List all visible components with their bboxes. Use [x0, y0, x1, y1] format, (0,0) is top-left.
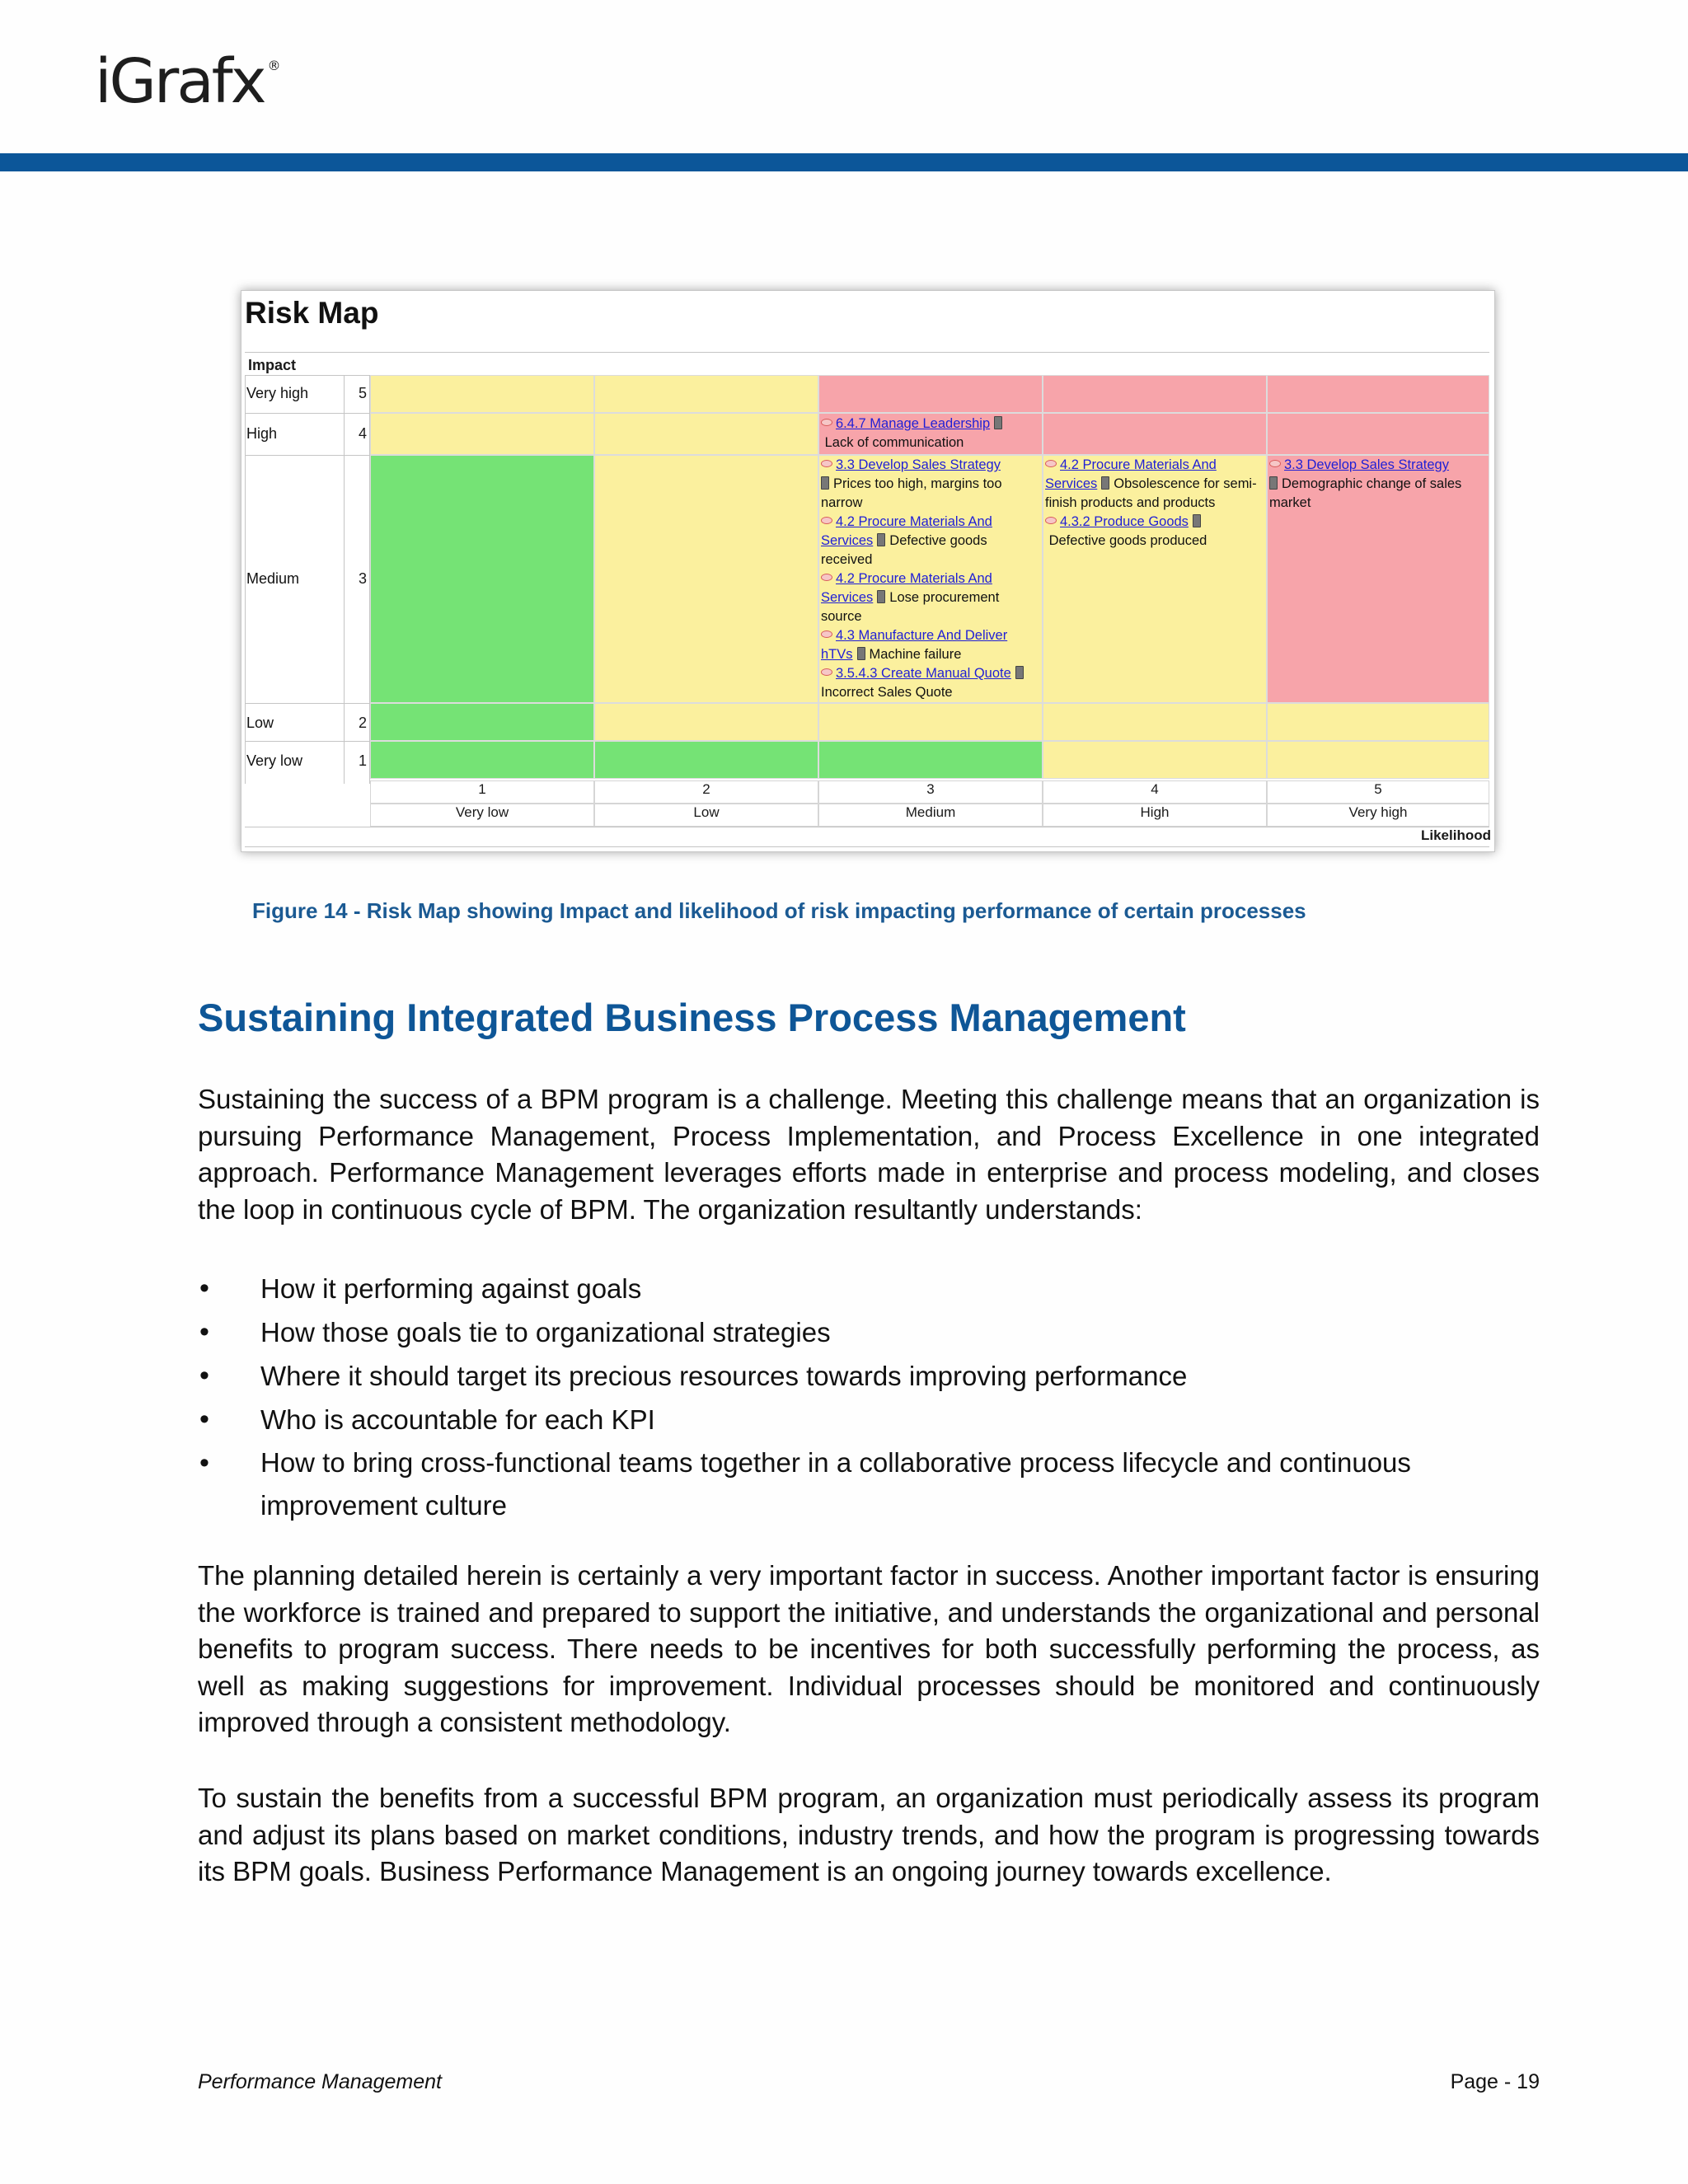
- likelihood-column-number: 1: [370, 780, 594, 804]
- process-link[interactable]: 4.2 Procure Materials And Services: [1045, 457, 1217, 491]
- risk-document-icon: [877, 533, 885, 546]
- likelihood-axis-label: Likelihood: [1421, 827, 1491, 843]
- likelihood-column-label: Low: [594, 804, 818, 827]
- risk-marker-icon: [821, 630, 832, 638]
- list-item: • Who is accountable for each KPI: [198, 1398, 1540, 1441]
- risk-marker-icon: [821, 460, 832, 467]
- risk-text: Defective goods received: [821, 533, 987, 567]
- process-link[interactable]: 4.3 Manufacture And Deliver hTVs: [821, 628, 1008, 662]
- risk-marker-icon: [821, 517, 832, 524]
- risk-cell: [1043, 455, 1267, 703]
- risk-document-icon: [1193, 514, 1201, 527]
- risk-cell: [594, 703, 818, 741]
- risk-marker-icon: [1045, 460, 1057, 467]
- risk-cell: [1043, 741, 1267, 779]
- process-link[interactable]: 4.2 Procure Materials And Services: [821, 571, 992, 605]
- risk-text: Defective goods produced: [1048, 533, 1207, 548]
- risk-cell: [370, 413, 594, 455]
- risk-cell: [594, 741, 818, 779]
- list-item: • How those goals tie to organizational strategies: [198, 1310, 1540, 1354]
- likelihood-column-label: Medium: [818, 804, 1043, 827]
- risk-map-title: Risk Map: [245, 296, 379, 330]
- risk-text: Prices too high, margins too narrow: [821, 476, 1002, 510]
- impact-row-label: Low: [246, 715, 274, 731]
- risk-document-icon: [1015, 666, 1024, 679]
- list-item: • How it performing against goals: [198, 1267, 1540, 1310]
- risk-text: Lack of communication: [824, 435, 964, 450]
- risk-document-icon: [994, 416, 1002, 429]
- risk-cell: [1043, 703, 1267, 741]
- risk-text: Lose procurement source: [821, 590, 1000, 624]
- risk-document-icon: [821, 476, 829, 490]
- risk-cell: [1267, 413, 1489, 455]
- risk-cell: [594, 375, 818, 413]
- impact-row-number: 3: [358, 570, 367, 587]
- risk-marker-icon: [1045, 517, 1057, 524]
- body-paragraph: To sustain the benefits from a successful BPM program, an organization must periodically assess its program and adjust its plans based on market conditions, industry trends, and how the program is progressing towards its BPM goals. Business Performance Management is an ongoing journey towards excellence.: [198, 1783, 1540, 1886]
- risk-cell: [1267, 375, 1489, 413]
- risk-text: Machine failure: [869, 647, 962, 662]
- risk-document-icon: [877, 590, 885, 603]
- impact-row-label: Very high: [246, 385, 309, 401]
- impact-row-label: Medium: [246, 570, 300, 587]
- risk-cell: [370, 375, 594, 413]
- risk-cell: [818, 741, 1043, 779]
- figure-caption: Figure 14 - Risk Map showing Impact and likelihood of risk impacting performance of certain processes: [252, 898, 1306, 923]
- risk-marker-icon: [821, 419, 832, 426]
- list-item: • Where it should target its precious resources towards improving performance: [198, 1354, 1540, 1398]
- process-link[interactable]: 3.3 Develop Sales Strategy: [1284, 457, 1449, 472]
- likelihood-column-label: Very low: [370, 804, 594, 827]
- footer-title: Performance Management: [198, 2070, 442, 2093]
- impact-row-label: High: [246, 425, 278, 442]
- likelihood-column-number: 4: [1043, 780, 1267, 804]
- body-paragraph: Sustaining the success of a BPM program is a challenge. Meeting this challenge means that an organization is pursuing Performance Management, Process Implementation, and Process Excellence in one integrated approach. Performance Management leverages efforts made in enterprise and process modeling, and closes the loop in continuous cycle of BPM. The organization resultantly understands:: [198, 1084, 1540, 1225]
- likelihood-column-number: 3: [818, 780, 1043, 804]
- likelihood-column-number: 5: [1267, 780, 1489, 804]
- risk-text: Demographic change of sales market: [1269, 476, 1462, 510]
- likelihood-column-label: High: [1043, 804, 1267, 827]
- risk-marker-icon: [821, 668, 832, 676]
- impact-row-number: 5: [358, 385, 367, 401]
- process-link[interactable]: 3.5.4.3 Create Manual Quote: [836, 666, 1011, 681]
- risk-cell: [818, 413, 1043, 455]
- likelihood-column-number: 2: [594, 780, 818, 804]
- process-link[interactable]: 4.2 Procure Materials And Services: [821, 514, 992, 548]
- process-link[interactable]: 4.3.2 Produce Goods: [1060, 514, 1189, 529]
- body-paragraph: The planning detailed herein is certainly a very important factor in success. Another important factor is ensuring the workforce is trained and prepared to support the initiative, and understands the organizational and personal benefits to program success. There needs to be incentives for both successfully performing the process, as well as making suggestions for improvement. Individual processes should be monitored and continuously improved through a consistent methodology.: [198, 1560, 1540, 1737]
- section-heading: Sustaining Integrated Business Process Management: [198, 996, 1186, 1039]
- risk-text: Obsolescence for semi-finish products and products: [1045, 476, 1257, 510]
- risk-cell: [370, 703, 594, 741]
- risk-cell: [818, 455, 1043, 703]
- page-number: Page - 19: [1450, 2070, 1540, 2093]
- igrafx-logo: iGrafx ®: [95, 46, 281, 117]
- risk-cell: [370, 741, 594, 779]
- impact-row-number: 4: [358, 425, 367, 442]
- risk-marker-icon: [821, 574, 832, 581]
- process-link[interactable]: 6.4.7 Manage Leadership: [836, 416, 991, 431]
- risk-cell: [1043, 375, 1267, 413]
- risk-marker-icon: [1269, 460, 1281, 467]
- impact-row-number: 2: [358, 715, 367, 731]
- bullet-list: [198, 1267, 1540, 1527]
- risk-cell: [818, 375, 1043, 413]
- risk-text: Incorrect Sales Quote: [821, 685, 953, 700]
- risk-cell: [370, 455, 594, 703]
- risk-document-icon: [857, 647, 865, 660]
- risk-cell: [1043, 413, 1267, 455]
- risk-cell: [594, 413, 818, 455]
- impact-axis-label: Impact: [248, 357, 297, 373]
- risk-document-icon: [1269, 476, 1278, 490]
- impact-row-label: Very low: [246, 752, 303, 769]
- list-item: • How to bring cross-functional teams together in a collaborative process lifecycle and continuous improvement culture: [198, 1441, 1540, 1527]
- risk-cell: [1267, 703, 1489, 741]
- risk-cell: [1267, 455, 1489, 703]
- risk-map-figure: [241, 290, 1495, 852]
- risk-cell: [818, 703, 1043, 741]
- impact-row-number: 1: [358, 752, 367, 769]
- risk-cell: [1267, 741, 1489, 779]
- risk-document-icon: [1101, 476, 1109, 490]
- risk-cell: [594, 455, 818, 703]
- header-bar: [0, 153, 1688, 171]
- process-link[interactable]: 3.3 Develop Sales Strategy: [836, 457, 1001, 472]
- likelihood-column-label: Very high: [1267, 804, 1489, 827]
